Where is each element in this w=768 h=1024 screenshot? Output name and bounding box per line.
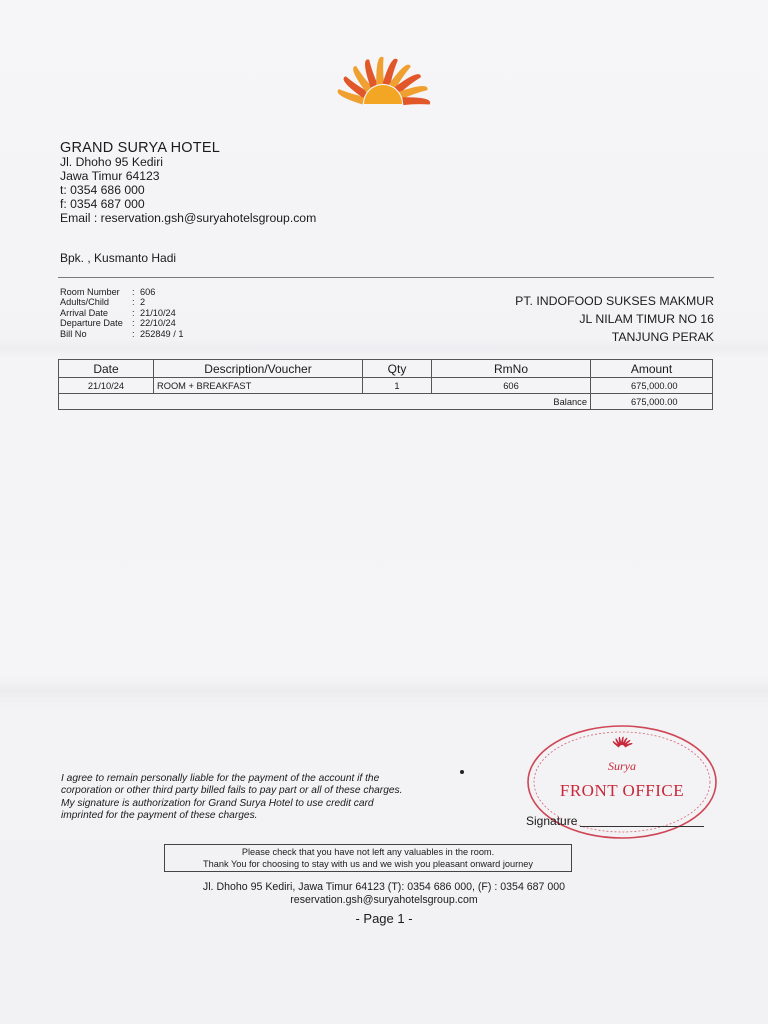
- table-row: [59, 378, 713, 394]
- hotel-fax: f: 0354 687 000: [60, 197, 145, 211]
- col-description-header: Description/Voucher: [154, 360, 363, 378]
- info-label: Arrival Date: [60, 307, 108, 318]
- divider: [58, 277, 714, 278]
- col-date-header: Date: [59, 360, 154, 378]
- row-qty: 1: [363, 378, 432, 394]
- table-header-row: [59, 360, 713, 378]
- info-label: Adults/Child: [60, 297, 110, 308]
- company-name: PT. INDOFOOD SUKSES MAKMUR: [515, 294, 714, 308]
- col-amount-header: Amount: [591, 360, 713, 378]
- info-adults-child: Adults/Child : 2: [60, 297, 146, 308]
- info-value: 22/10/24: [140, 318, 176, 329]
- terms-line: I agree to remain personally liable for the payment of the account if the: [61, 773, 380, 784]
- footer-email: reservation.gsh@suryahotelsgroup.com: [290, 894, 478, 906]
- checkout-notice: [164, 844, 572, 872]
- terms-line: corporation or other third party billed fails to pay part or all of these charges.: [61, 785, 403, 797]
- col-rmno-header: RmNo: [432, 360, 591, 378]
- company-street: JL NILAM TIMUR NO 16: [579, 312, 714, 326]
- terms-line: My signature is authorization for Grand Surya Hotel to use credit card: [61, 797, 374, 809]
- info-room-number: Room Number : 606: [60, 287, 156, 297]
- info-label: Room Number: [60, 287, 120, 297]
- charges-table: [58, 359, 713, 410]
- terms-line: imprinted for the payment of these charges.: [61, 810, 258, 822]
- info-bill-no: Bill No : 252849 / 1: [60, 328, 184, 339]
- row-rmno: 606: [432, 378, 591, 394]
- info-value: 606: [140, 287, 156, 297]
- balance-row: [59, 394, 713, 410]
- info-value: 252849 / 1: [140, 328, 184, 339]
- stamp-brand: Surya: [608, 759, 636, 773]
- stay-info: [60, 287, 183, 339]
- row-date: 21/10/24: [59, 378, 154, 394]
- liability-terms: [61, 773, 481, 823]
- info-label: Bill No: [60, 328, 87, 339]
- hotel-phone: t: 0354 686 000: [60, 183, 145, 197]
- row-amount: 675,000.00: [591, 378, 713, 394]
- info-value: 21/10/24: [140, 307, 176, 318]
- hotel-name: GRAND SURYA HOTEL: [60, 140, 220, 156]
- signature-label: Signature: [526, 814, 578, 828]
- page-number: - Page 1 -: [355, 911, 413, 926]
- company-area: TANJUNG PERAK: [611, 330, 714, 344]
- info-value: 2: [140, 297, 146, 308]
- footer-address: Jl. Dhoho 95 Kediri, Jawa Timur 64123 (T): 0354 686 000, (F) : 0354 687 000: [202, 881, 566, 893]
- ink-dot: [460, 770, 464, 774]
- notice-line: Thank You for choosing to stay with us and we wish you pleasant onward journey: [203, 859, 533, 869]
- hotel-email: Email : reservation.gsh@suryahotelsgroup.com: [60, 211, 317, 225]
- hotel-sun-logo: [326, 48, 440, 110]
- info-label: Departure Date: [60, 318, 123, 329]
- signature-line: [580, 826, 704, 827]
- col-qty-header: Qty: [363, 360, 432, 378]
- info-arrival-date: Arrival Date : 21/10/24: [60, 307, 176, 318]
- notice-line: Please check that you have not left any valuables in the room.: [241, 847, 495, 857]
- guest-name: Bpk. , Kusmanto Hadi: [60, 251, 177, 265]
- balance-label: Balance: [59, 394, 591, 410]
- row-description: ROOM + BREAKFAST: [154, 378, 363, 394]
- hotel-address-line2: Jawa Timur 64123: [60, 169, 160, 183]
- balance-value: 675,000.00: [591, 394, 713, 410]
- hotel-address-line1: Jl. Dhoho 95 Kediri: [60, 155, 163, 169]
- info-departure-date: Departure Date : 22/10/24: [60, 318, 176, 329]
- stamp-text: FRONT OFFICE: [559, 781, 685, 800]
